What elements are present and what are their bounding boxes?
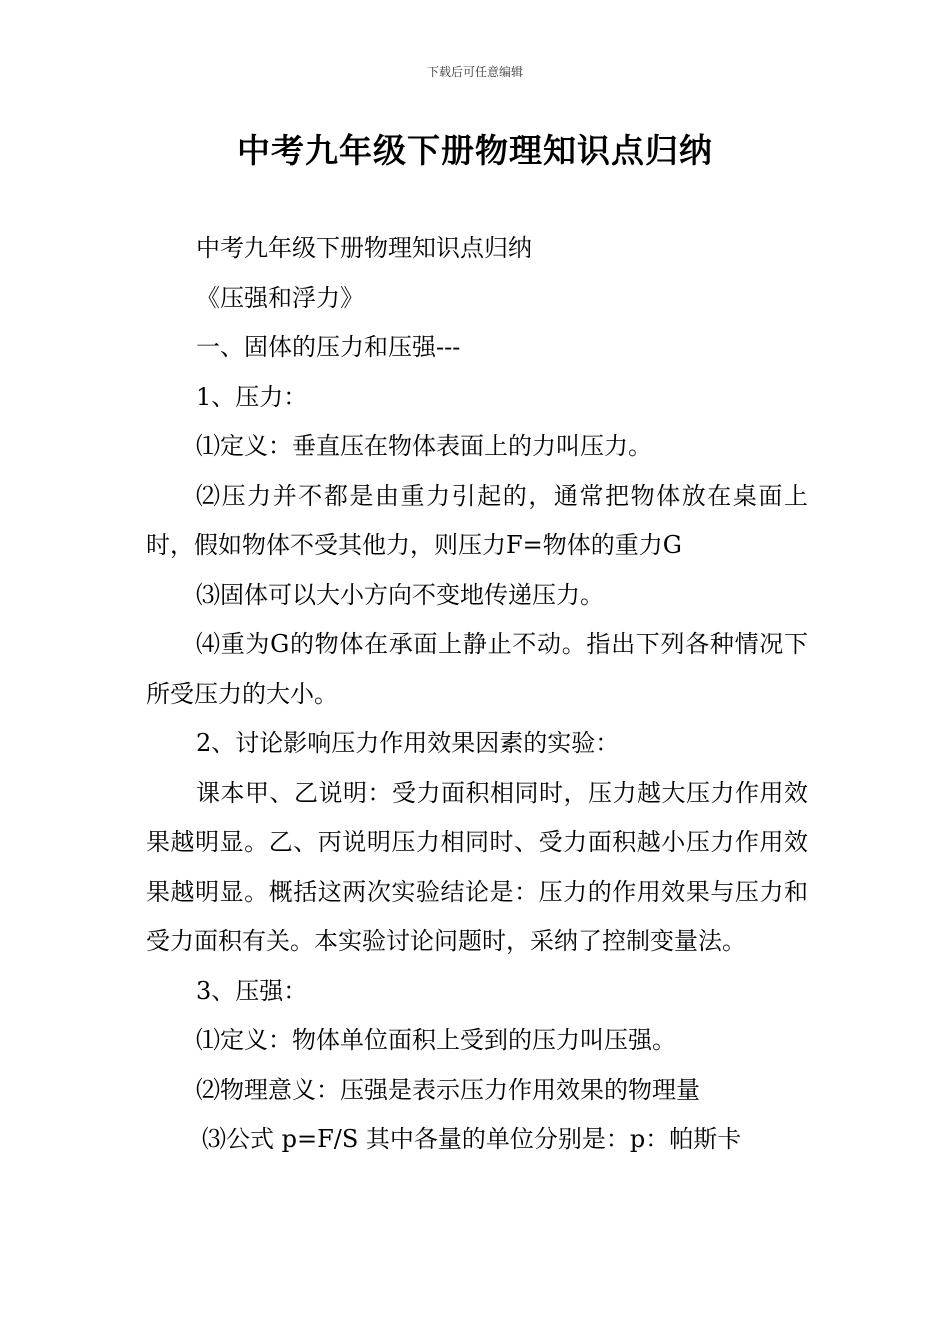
paragraph-transmit: ⑶固体可以大小方向不变地传递压力。	[196, 580, 604, 609]
header-note: 下载后可任意编辑	[426, 65, 523, 79]
paragraph-gravity-note: ⑵压力并不都是由重力引起的，通常把物体放在桌面上时，假如物体不受其他力，则压力F=物体的重力G	[146, 481, 808, 559]
paragraph-cases: ⑷重为G的物体在承面上静止不动。指出下列各种情况下所受压力的大小。	[146, 630, 808, 708]
paragraph-item-pressure-intensity: 3、压强：	[196, 976, 308, 1005]
document-body	[146, 224, 808, 1165]
document-title: 中考九年级下册物理知识点归纳	[237, 131, 713, 170]
paragraph-experiment-conclusion: 课本甲、乙说明：受力面积相同时，压力越大压力作用效果越明显。乙、丙说明压力相同时、受力面积越小压力作用效果越明显。概括这两次实验结论是：压力的作用效果与压力和受力面积有关。本实验讨论问题时，采纳了控制变量法。	[146, 778, 808, 955]
paragraph-section-1: 一、固体的压力和压强---	[196, 333, 461, 361]
paragraph-definition: ⑴定义：垂直压在物体表面上的力叫压力。	[196, 432, 652, 460]
paragraph-subtitle: 中考九年级下册物理知识点归纳	[196, 234, 532, 262]
paragraph-physical-meaning: ⑵物理意义：压强是表示压力作用效果的物理量	[196, 1075, 700, 1104]
paragraph-formula: ⑶公式 p=F/S 其中各量的单位分别是：p：帕斯卡	[202, 1125, 742, 1153]
paragraph-pressure-definition: ⑴定义：物体单位面积上受到的压力叫压强。	[196, 1026, 676, 1054]
paragraph-chapter: 《压强和浮力》	[196, 283, 364, 312]
paragraph-item-pressure: 1、压力：	[196, 382, 308, 411]
paragraph-item-experiment: 2、讨论影响压力作用效果因素的实验：	[196, 729, 620, 757]
